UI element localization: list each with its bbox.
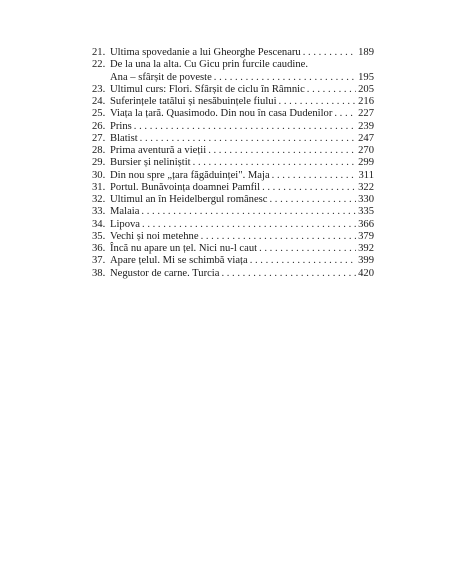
page-number: 247 bbox=[358, 132, 374, 144]
chapter-title: Portul. Bunăvoința doamnei Pamfil bbox=[110, 181, 261, 193]
chapter-number: 35. bbox=[92, 230, 106, 242]
page-number: 227 bbox=[358, 108, 374, 120]
chapter-title: Lipova bbox=[110, 218, 141, 230]
toc-entry-26 bbox=[92, 121, 374, 133]
chapter-title: Prins bbox=[110, 120, 132, 132]
dot-leader bbox=[134, 121, 356, 133]
toc-entry-23 bbox=[92, 84, 374, 96]
toc-entry-27 bbox=[92, 133, 374, 145]
chapter-title: Ultimul curs: Flori. Sfârșit de ciclu în Râmnic bbox=[110, 83, 305, 95]
chapter-number: 27. bbox=[92, 132, 106, 144]
chapter-title: De la una la alta. Cu Gicu prin furcile caudine. bbox=[110, 59, 308, 71]
page-number: 299 bbox=[358, 157, 374, 169]
dot-leader bbox=[259, 243, 356, 255]
chapter-title: Suferințele tatălui și nesăbuințele fiului bbox=[110, 96, 277, 107]
toc-entry-37 bbox=[92, 255, 374, 267]
dot-leader bbox=[250, 255, 356, 267]
page-number: 399 bbox=[358, 255, 374, 267]
toc-entry-29 bbox=[92, 157, 374, 169]
chapter-number: 28. bbox=[92, 145, 106, 156]
dot-leader bbox=[303, 47, 356, 59]
chapter-number: 37. bbox=[92, 255, 106, 267]
dot-leader bbox=[193, 157, 356, 169]
dot-leader bbox=[221, 268, 356, 280]
page-number: 205 bbox=[358, 83, 374, 95]
toc-entry-24 bbox=[92, 96, 374, 108]
page-number: 392 bbox=[358, 243, 374, 254]
toc-entry-21 bbox=[92, 47, 374, 59]
chapter-title: Încă nu apare un țel. Nici nu-l caut bbox=[110, 243, 258, 254]
toc-entry-33 bbox=[92, 206, 374, 218]
page-number: 335 bbox=[358, 206, 374, 218]
dot-leader bbox=[140, 133, 356, 145]
table-of-contents bbox=[92, 47, 374, 280]
dot-leader bbox=[279, 96, 357, 108]
toc-entry-35 bbox=[92, 231, 374, 243]
dot-leader bbox=[262, 182, 356, 194]
dot-leader bbox=[214, 72, 356, 84]
toc-entry-36 bbox=[92, 243, 374, 255]
chapter-number: 25. bbox=[92, 108, 106, 120]
page-number: 322 bbox=[358, 181, 374, 193]
chapter-title: Blatist bbox=[110, 132, 138, 144]
chapter-number: 32. bbox=[92, 194, 106, 205]
chapter-number: 36. bbox=[92, 243, 106, 254]
page-number: 270 bbox=[358, 145, 374, 156]
chapter-number: 31. bbox=[92, 181, 106, 193]
page-number: 366 bbox=[358, 218, 374, 230]
dot-leader bbox=[208, 145, 356, 157]
chapter-title: Apare țelul. Mi se schimbă viața bbox=[110, 255, 248, 267]
chapter-title: Vechi și noi metehne bbox=[110, 230, 199, 242]
chapter-number: 22. bbox=[92, 59, 106, 71]
toc-entry-34 bbox=[92, 219, 374, 231]
chapter-number: 33. bbox=[92, 206, 106, 218]
chapter-title: Prima aventură a vieții bbox=[110, 145, 207, 156]
page-number: 216 bbox=[358, 96, 374, 107]
chapter-number: 21. bbox=[92, 47, 106, 58]
page-number: 239 bbox=[358, 120, 374, 132]
dot-leader bbox=[201, 231, 357, 243]
chapter-number: 24. bbox=[92, 96, 106, 107]
toc-entry-30 bbox=[92, 170, 374, 182]
page-number: 420 bbox=[358, 267, 374, 279]
toc-entry-32 bbox=[92, 194, 374, 206]
page-number: 189 bbox=[358, 47, 374, 58]
chapter-number: 29. bbox=[92, 157, 106, 169]
page-number: 330 bbox=[358, 194, 374, 205]
chapter-title: Ultimul an în Heidelbergul românesc bbox=[110, 194, 268, 205]
chapter-number: 23. bbox=[92, 83, 106, 95]
page-number: 379 bbox=[358, 230, 374, 242]
dot-leader bbox=[270, 194, 357, 206]
chapter-title-continuation: Ana – sfârșit de poveste bbox=[110, 71, 212, 83]
chapter-title: Malaia bbox=[110, 206, 140, 218]
chapter-title: Ultima spovedanie a lui Gheorghe Pescenaru bbox=[110, 47, 301, 58]
chapter-title: Din nou spre „țara făgăduinței". Maja bbox=[110, 169, 270, 181]
toc-entry-31 bbox=[92, 182, 374, 194]
toc-entry-38 bbox=[92, 268, 374, 280]
toc-entry-22-continuation bbox=[92, 72, 374, 84]
chapter-title: Negustor de carne. Turcia bbox=[110, 267, 220, 279]
chapter-number: 38. bbox=[92, 267, 106, 279]
chapter-title: Bursier și neliniștit bbox=[110, 157, 191, 169]
toc-entry-22 bbox=[92, 59, 374, 71]
toc-entry-25 bbox=[92, 108, 374, 120]
dot-leader bbox=[272, 170, 357, 182]
page-number: 195 bbox=[358, 71, 374, 83]
page-number: 311 bbox=[358, 169, 374, 181]
chapter-number: 34. bbox=[92, 218, 106, 230]
chapter-number: 30. bbox=[92, 169, 106, 181]
dot-leader bbox=[141, 206, 356, 218]
dot-leader bbox=[142, 219, 356, 231]
chapter-title: Viața la țară. Quasimodo. Din nou în casa Dudenilor bbox=[110, 108, 333, 120]
dot-leader bbox=[307, 84, 356, 96]
toc-entry-28 bbox=[92, 145, 374, 157]
dot-leader bbox=[334, 108, 356, 120]
chapter-number: 26. bbox=[92, 120, 106, 132]
